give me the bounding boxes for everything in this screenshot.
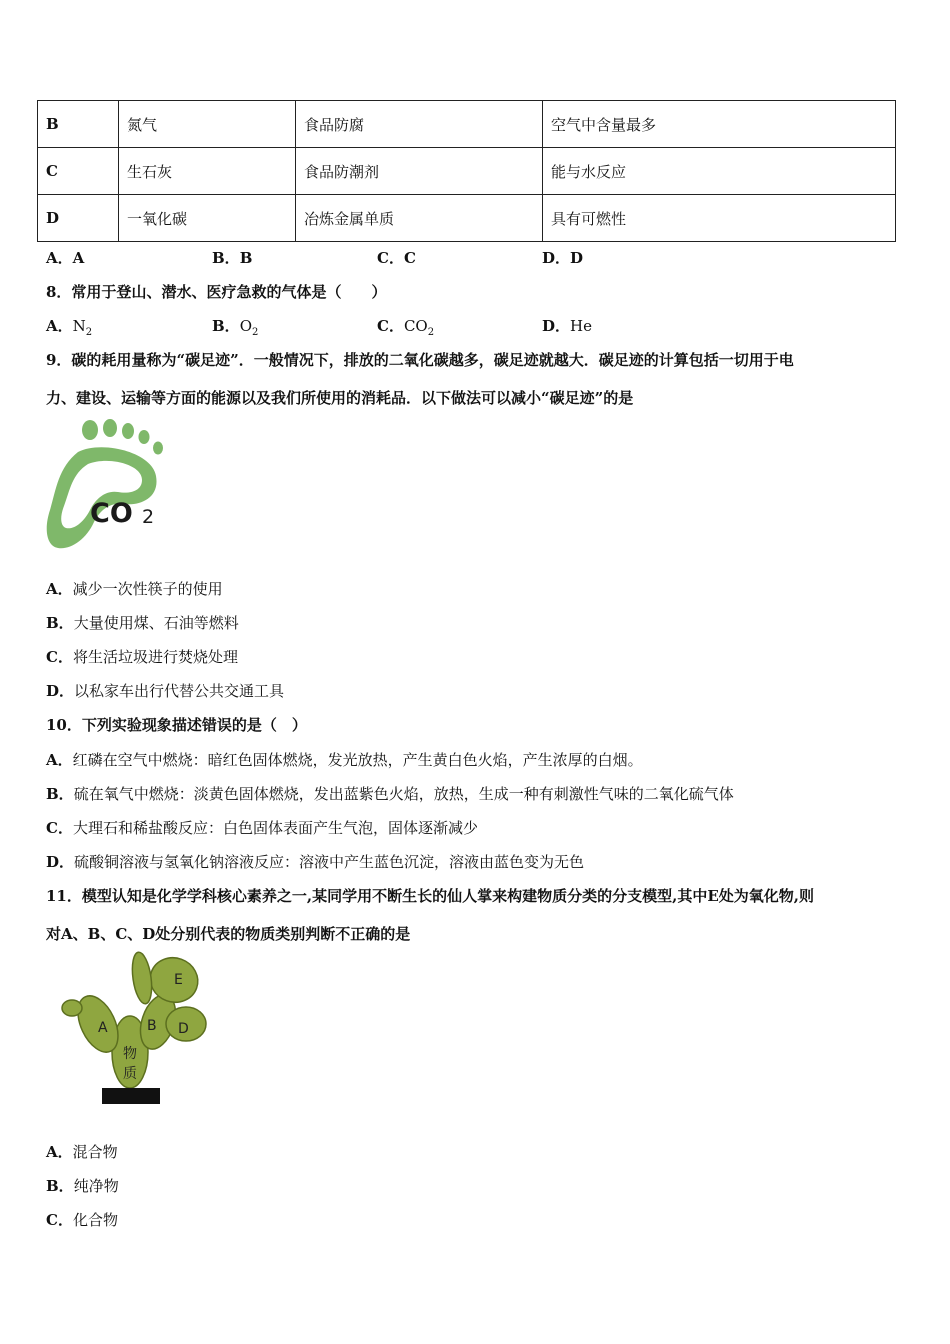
q9-option-d[interactable] [46, 680, 284, 701]
table-cell-letter: C [38, 148, 119, 195]
table-cell-substance: 一氧化碳 [119, 195, 296, 242]
option-label: D． [542, 249, 571, 267]
table-row [38, 101, 896, 148]
option-label: D． [542, 317, 571, 335]
cactus-label-e: E [174, 972, 183, 988]
table-cell-property: 具有可燃性 [543, 195, 896, 242]
option-label: D． [46, 853, 75, 871]
option-text: 混合物 [72, 1143, 118, 1161]
q9-option-b[interactable] [46, 612, 239, 633]
cactus-label-d: D [178, 1021, 189, 1037]
table-cell-letter: D [38, 195, 119, 242]
q8-option-c[interactable] [377, 315, 434, 338]
q11-option-c[interactable] [46, 1209, 118, 1230]
option-label: A． [46, 249, 73, 267]
q8-option-a[interactable] [46, 315, 92, 338]
option-text: C [403, 249, 416, 267]
q8-stem: 8．常用于登山、潜水、医疗急救的气体是（ ） [46, 283, 387, 301]
option-label: C． [46, 1211, 73, 1229]
option-label: B． [46, 1177, 74, 1195]
option-label: C． [377, 317, 404, 335]
q7-option-a[interactable] [46, 247, 84, 268]
q8-option-b[interactable] [212, 315, 258, 338]
q11-stem-line1: 11．模型认知是化学学科核心素养之一,某同学用不断生长的仙人掌来构建物质分类的分支模型,其中E处为氧化物,则 [46, 887, 814, 905]
q11-option-a[interactable] [46, 1141, 118, 1162]
option-text: O [239, 317, 252, 335]
table-cell-substance: 氮气 [119, 101, 296, 148]
table-cell-use: 食品防腐 [296, 101, 543, 148]
option-subscript: 2 [85, 327, 93, 338]
q7-table [37, 100, 896, 242]
co2-label: CO [90, 498, 133, 529]
option-subscript: 2 [252, 327, 259, 338]
option-text: 以私家车出行代替公共交通工具 [74, 682, 285, 700]
option-label: A． [46, 751, 73, 769]
option-text: 将生活垃圾进行焚烧处理 [72, 648, 238, 666]
cactus-pot [102, 1088, 160, 1104]
option-label: B． [212, 317, 240, 335]
q11-option-b[interactable] [46, 1175, 119, 1196]
q10-option-b[interactable] [46, 783, 734, 804]
table-cell-letter: B [38, 101, 119, 148]
table-row [38, 148, 896, 195]
table-cell-use: 冶炼金属单质 [296, 195, 543, 242]
cactus-classification-diagram [58, 950, 218, 1108]
option-text: 化合物 [72, 1211, 118, 1229]
q7-option-b[interactable] [212, 247, 252, 268]
cactus-label-base-1: 物 [123, 1046, 137, 1062]
option-label: B． [212, 249, 240, 267]
q10-option-a[interactable] [46, 749, 643, 770]
table-row [38, 195, 896, 242]
option-text: 纯净物 [73, 1177, 119, 1195]
q7-option-c[interactable] [377, 247, 416, 268]
option-text: 红磷在空气中燃烧：暗红色固体燃烧，发光放热，产生黄白色火焰，产生浓厚的白烟。 [72, 751, 643, 769]
option-text: N [72, 317, 86, 335]
option-label: C． [377, 249, 404, 267]
option-text: D [570, 249, 584, 267]
table-cell-use: 食品防潮剂 [296, 148, 543, 195]
q9-option-a[interactable] [46, 578, 223, 599]
q9-option-c[interactable] [46, 646, 238, 667]
option-text: 硫在氧气中燃烧：淡黄色固体燃烧，发出蓝紫色火焰，放热，生成一种有刺激性气味的二氧化硫气体 [73, 785, 734, 803]
q10-option-d[interactable] [46, 851, 584, 872]
option-label: B． [46, 785, 74, 803]
option-text: 硫酸铜溶液与氢氧化钠溶液反应：溶液中产生蓝色沉淀，溶液由蓝色变为无色 [74, 853, 585, 871]
table-cell-substance: 生石灰 [119, 148, 296, 195]
carbon-footprint-image [44, 418, 174, 552]
option-text: 大量使用煤、石油等燃料 [73, 614, 239, 632]
option-text: 减少一次性筷子的使用 [72, 580, 223, 598]
option-subscript: 2 [427, 327, 435, 338]
q7-option-d[interactable] [542, 247, 583, 268]
option-text: A [72, 249, 85, 267]
table-cell-property: 空气中含量最多 [543, 101, 896, 148]
cactus-label-a: A [98, 1020, 108, 1036]
q11-stem-line2: 对A、B、C、D处分别代表的物质类别判断不正确的是 [46, 925, 411, 943]
cactus-label-b: B [147, 1018, 157, 1034]
option-label: A． [46, 1143, 73, 1161]
option-text: He [570, 317, 592, 335]
q10-option-c[interactable] [46, 817, 478, 838]
q10-stem: 10．下列实验现象描述错误的是（ ） [46, 716, 307, 734]
option-label: C． [46, 819, 73, 837]
co2-subscript: 2 [142, 506, 155, 528]
q8-option-d[interactable] [542, 315, 592, 336]
option-label: B． [46, 614, 74, 632]
q9-stem-line1: 9．碳的耗用量称为“碳足迹”．一般情况下，排放的二氧化碳越多，碳足迹就越大．碳足迹的计算包括一切用于电 [46, 351, 794, 369]
option-label: D． [46, 682, 75, 700]
option-label: C． [46, 648, 73, 666]
q9-stem-line2: 力、建设、运输等方面的能源以及我们所使用的消耗品．以下做法可以减小“碳足迹”的是 [46, 389, 634, 407]
option-text: CO [403, 317, 428, 335]
option-label: A． [46, 580, 73, 598]
option-text: 大理石和稀盐酸反应：白色固体表面产生气泡，固体逐渐减少 [72, 819, 478, 837]
cactus-label-base-2: 质 [123, 1066, 137, 1082]
option-label: A． [46, 317, 73, 335]
option-text: B [239, 249, 253, 267]
table-cell-property: 能与水反应 [543, 148, 896, 195]
